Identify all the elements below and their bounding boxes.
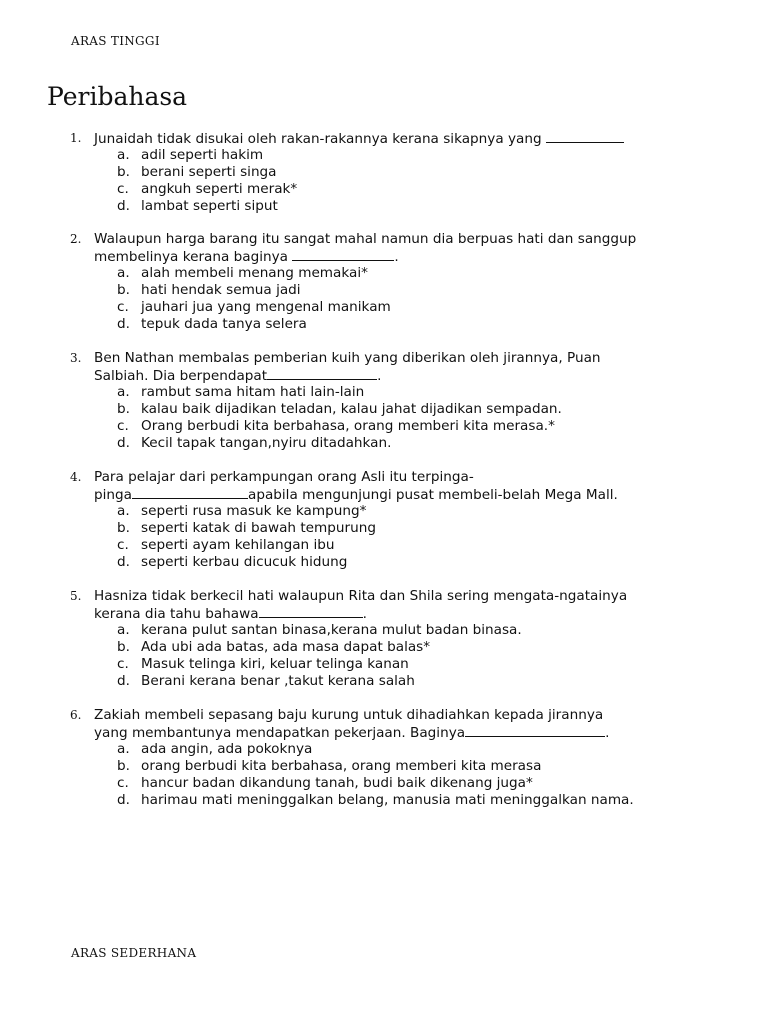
question-text: Zakiah membeli sepasang baju kurung untuk dihadiahkan kepada jirannya yang membantunya mendapatkan pekerjaan. Baginya .	[94, 707, 610, 741]
question-text: Junaidah tidak disukai oleh rakan-rakannya kerana sikapnya yang	[94, 130, 724, 148]
answer-blank	[132, 486, 248, 499]
option-d: d. harimau mati meninggalkan belang, manusia mati meninggalkan nama.	[117, 792, 634, 808]
level-label-bottom: ARAS SEDERHANA	[71, 946, 197, 960]
option-a: a. adil seperti hakim	[117, 147, 264, 163]
option-a: a. kerana pulut santan binasa,kerana mulut badan binasa.	[117, 622, 522, 638]
option-c: c. hancur badan dikandung tanah, budi baik dikenang juga*	[117, 775, 533, 791]
option-d: d. Kecil tapak tangan,nyiru ditadahkan.	[117, 435, 392, 451]
option-c: c. seperti ayam kehilangan ibu	[117, 537, 335, 553]
answer-blank	[259, 605, 363, 618]
option-list	[117, 265, 391, 333]
page-title: Peribahasa	[47, 82, 188, 111]
option-list	[117, 741, 634, 809]
option-c: c. Orang berbudi kita berbahasa, orang memberi kita merasa.*	[117, 418, 555, 434]
option-b: b. hati hendak semua jadi	[117, 282, 301, 298]
question-number: 6.	[70, 708, 82, 722]
level-label-top: ARAS TINGGI	[71, 34, 160, 48]
option-list	[117, 147, 297, 215]
option-c: c. jauhari jua yang mengenal manikam	[117, 299, 391, 315]
question-number: 2.	[70, 232, 82, 246]
option-list	[117, 622, 522, 690]
option-a: a. alah membeli menang memakai*	[117, 265, 368, 281]
option-list	[117, 384, 562, 452]
option-b: b. Ada ubi ada batas, ada masa dapat balas*	[117, 639, 431, 655]
question-number: 4.	[70, 470, 82, 484]
question-text: Hasniza tidak berkecil hati walaupun Rita dan Shila sering mengata-ngatainya kerana dia tahu bahawa .	[94, 588, 628, 622]
option-list	[117, 503, 376, 571]
option-b: b. seperti katak di bawah tempurung	[117, 520, 376, 536]
question-number: 3.	[70, 351, 82, 365]
option-d: d. tepuk dada tanya selera	[117, 316, 307, 332]
option-d: d. Berani kerana benar ,takut kerana salah	[117, 673, 415, 689]
option-c: c. Masuk telinga kiri, keluar telinga kanan	[117, 656, 409, 672]
question-text: Ben Nathan membalas pemberian kuih yang diberikan oleh jirannya, Puan Salbiah. Dia berpendapat .	[94, 350, 601, 384]
option-a: a. seperti rusa masuk ke kampung*	[117, 503, 367, 519]
answer-blank	[292, 248, 394, 261]
question-text: Para pelajar dari perkampungan orang Asli itu terpinga- pinga apabila mengunjungi pusat membeli-belah Mega Mall.	[94, 469, 618, 503]
question-text: Walaupun harga barang itu sangat mahal namun dia berpuas hati dan sanggup membelinya kerana baginya .	[94, 231, 637, 265]
answer-blank	[546, 130, 624, 143]
question-number: 5.	[70, 589, 82, 603]
option-d: d. seperti kerbau dicucuk hidung	[117, 554, 348, 570]
option-a: a. rambut sama hitam hati lain-lain	[117, 384, 365, 400]
answer-blank	[267, 367, 377, 380]
option-b: b. orang berbudi kita berbahasa, orang memberi kita merasa	[117, 758, 542, 774]
option-d: d. lambat seperti siput	[117, 198, 278, 214]
answer-blank	[465, 724, 605, 737]
option-a: a. ada angin, ada pokoknya	[117, 741, 313, 757]
option-b: b. kalau baik dijadikan teladan, kalau jahat dijadikan sempadan.	[117, 401, 562, 417]
option-b: b. berani seperti singa	[117, 164, 277, 180]
option-c: c. angkuh seperti merak*	[117, 181, 298, 197]
question-number: 1.	[70, 131, 82, 145]
